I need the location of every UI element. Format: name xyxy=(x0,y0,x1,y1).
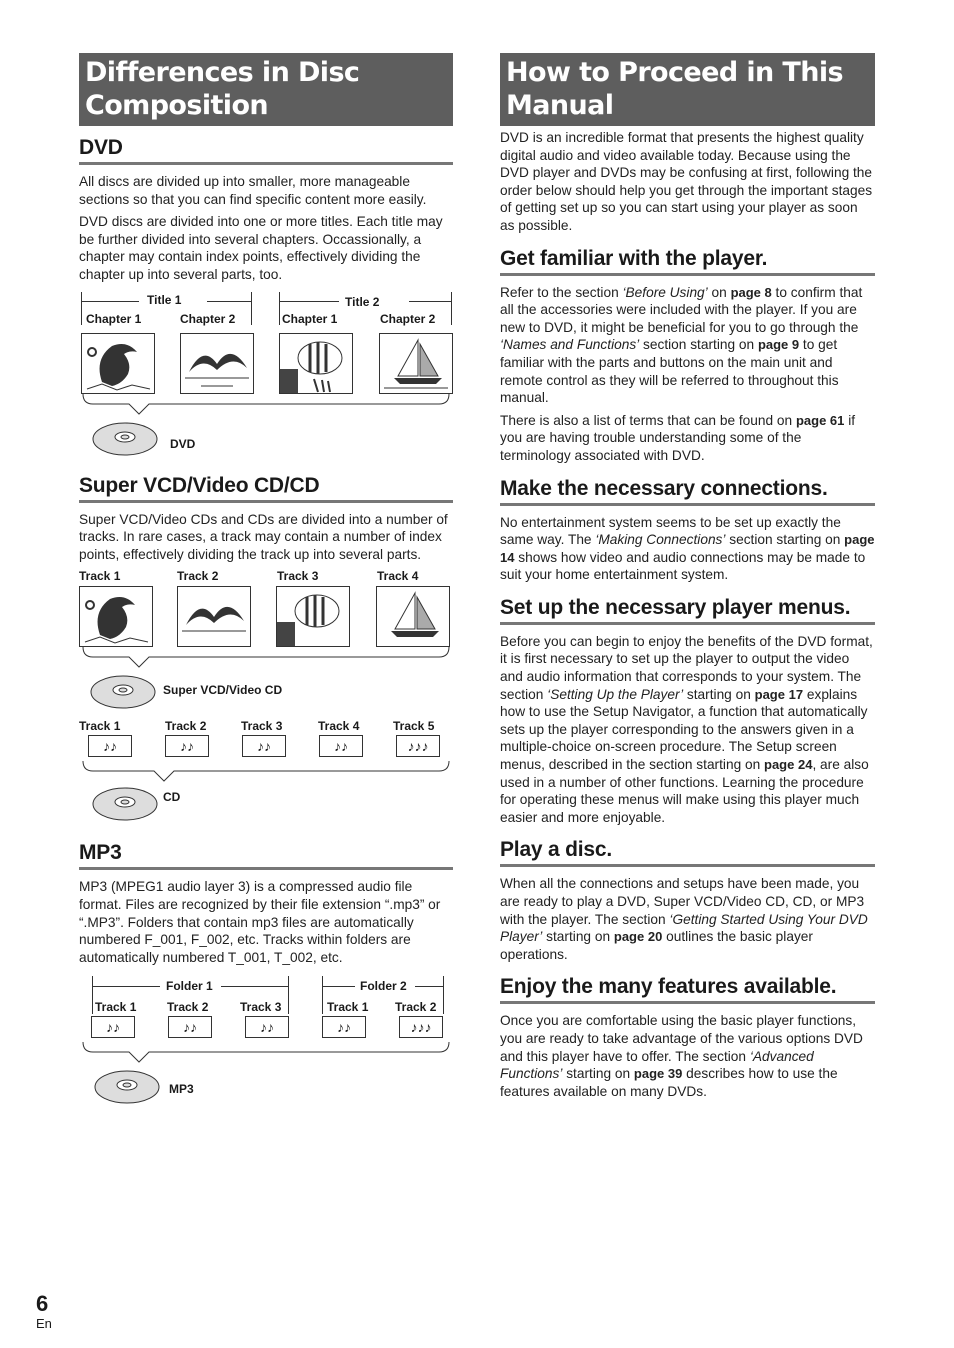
dvd-disc-icon xyxy=(91,420,159,458)
track-label: Track 4 xyxy=(377,569,419,584)
track-label: Track 2 xyxy=(395,1000,437,1015)
title-label: Title 2 xyxy=(345,294,380,309)
intro-paragraph: DVD is an incredible format that presents the highest quality digital audio and video available today. Because using the DVD player and DVDs may be confusing at first, following the order below should help you get through the important stages of getting set up so you can start using your player as soon as possible. xyxy=(500,130,873,233)
track-label: Track 2 xyxy=(167,1000,209,1015)
dolphin-image xyxy=(79,586,153,647)
track-label: Track 3 xyxy=(241,719,283,734)
track-label: Track 1 xyxy=(79,719,121,734)
banner-line: Manual xyxy=(506,90,614,121)
dvd-heading: DVD xyxy=(79,136,453,165)
bracket-line xyxy=(81,292,82,325)
group-bracket xyxy=(79,392,453,422)
note-icon: ♪♪ xyxy=(88,735,132,757)
disc-label: CD xyxy=(163,790,181,805)
banner-line: How to Proceed in This xyxy=(506,57,843,88)
section-heading: Make the necessary connections. xyxy=(500,477,875,506)
track-label: Track 2 xyxy=(177,569,219,584)
bracket-line xyxy=(415,986,443,987)
track-label: Track 3 xyxy=(277,569,319,584)
track-label: Track 5 xyxy=(393,719,435,734)
section-paragraph: Refer to the section ‘Before Using’ on page 8 to confirm that all the accessories were included with the player. If you are new to DVD, it might be beneficial for you to go through the ‘Names and Functions’ section starting on page 9 to get familiar with the parts and buttons on the main unit and remote control as they will be referred to throughout this manual. xyxy=(500,284,863,406)
page-language: En xyxy=(36,1316,52,1331)
bracket-line xyxy=(92,976,93,1014)
note-icon: ♪♪ xyxy=(319,735,363,757)
track-label: Track 1 xyxy=(79,569,121,584)
track-label: Track 2 xyxy=(165,719,207,734)
note-icon: ♪♪♪ xyxy=(399,1016,443,1038)
bracket-line xyxy=(443,976,444,1014)
bracket-line xyxy=(279,292,280,325)
cd-diagram xyxy=(79,719,453,837)
section-paragraph: No entertainment system seems to be set up exactly the same way. The ‘Making Connections’ section starting on page 14 shows how video and audio connections may be made to suit your home entertainment system. xyxy=(500,514,875,583)
section-heading: Get familiar with the player. xyxy=(500,247,875,276)
bracket-line xyxy=(322,986,355,987)
bracket-line xyxy=(207,301,251,302)
bracket-line xyxy=(322,976,323,1014)
vcd-heading: Super VCD/Video CD/CD xyxy=(79,474,453,503)
mp3-disc-icon xyxy=(93,1068,161,1106)
note-icon: ♪♪ xyxy=(168,1016,212,1038)
sailboat-image xyxy=(379,333,453,394)
sailboat-image xyxy=(376,586,450,647)
seagull-image xyxy=(180,333,254,394)
disc-label: DVD xyxy=(170,436,196,451)
bracket-line xyxy=(81,301,139,302)
banner-line: Differences in Disc xyxy=(85,57,360,88)
note-icon: ♪♪ xyxy=(242,735,286,757)
folder-label: Folder 1 xyxy=(166,979,213,994)
bracket-line xyxy=(92,986,160,987)
track-label: Track 1 xyxy=(327,1000,369,1015)
section-heading: Play a disc. xyxy=(500,838,875,867)
chapter-label: Chapter 2 xyxy=(380,311,436,326)
right-column xyxy=(500,53,875,1105)
cd-disc-icon xyxy=(91,785,159,823)
dolphin-image xyxy=(81,333,155,394)
right-banner xyxy=(500,53,875,126)
fish-image xyxy=(276,586,350,647)
bracket-line xyxy=(221,986,288,987)
bracket-line xyxy=(251,292,252,325)
dvd-paragraph: All discs are divided up into smaller, more manageable sections so that you can find specific content more easily. xyxy=(79,174,427,207)
bracket-line xyxy=(409,301,451,302)
group-bracket xyxy=(79,1040,453,1070)
dvd-paragraph: DVD discs are divided into one or more titles. Each title may be further divided into several chapters. Occassionally, a chapter may contain index points, effectively dividing the chapter up into several parts, too. xyxy=(79,214,443,282)
left-banner xyxy=(79,53,453,126)
fish-image xyxy=(279,333,353,394)
banner-line: Composition xyxy=(85,90,269,121)
note-icon: ♪♪ xyxy=(245,1016,289,1038)
track-label: Track 1 xyxy=(95,1000,137,1015)
bracket-line xyxy=(279,301,339,302)
bracket-line xyxy=(288,976,289,1014)
section-heading: Set up the necessary player menus. xyxy=(500,596,875,625)
vcd-paragraph: Super VCD/Video CDs and CDs are divided into a number of tracks. In rare cases, a track may contain a number of index points, effectively dividing the track up into several parts. xyxy=(79,511,448,562)
bracket-line xyxy=(451,292,452,325)
seagull-image xyxy=(177,586,251,647)
note-icon: ♪♪ xyxy=(322,1016,366,1038)
track-label: Track 4 xyxy=(318,719,360,734)
chapter-label: Chapter 2 xyxy=(180,311,236,326)
section-paragraph: Once you are comfortable using the basic player functions, you are ready to take advantage of the various options DVD and this player have to offer. The section ‘Advanced Functions’ starting on page 39 describes how to use the features available on many DVDs. xyxy=(500,1013,863,1099)
section-paragraph: When all the connections and setups have been made, you are ready to play a DVD, Super VCD/Video CD, CD, or MP3 with the player. The section ‘Getting Started Using Your DVD Player’ starting on page 20 outlines the basic player operations. xyxy=(500,876,868,962)
left-column xyxy=(79,53,453,1116)
disc-label: Super VCD/Video CD xyxy=(163,683,283,698)
title-label: Title 1 xyxy=(147,292,182,307)
dvd-diagram xyxy=(79,292,453,464)
chapter-label: Chapter 1 xyxy=(86,311,142,326)
note-icon: ♪♪ xyxy=(165,735,209,757)
vcd-diagram xyxy=(79,569,453,719)
section-paragraph: Before you can begin to enjoy the benefits of the DVD format, it is first necessary to set up the player to output the video and audio information that corresponds to your system. The section ‘Setting Up the Player’ starting on page 17 explains how to use the Setup Navigator, a function that automatically sets up the player corresponding to the answers given in a multiple-choice on-screen procedure. The Setup screen menus, described in the section starting on page 24, are also used in a number of other functions. Learning the procedure for operating these menus will make using this player much easier and more enjoyable. xyxy=(500,633,873,825)
section-heading: Enjoy the many features available. xyxy=(500,975,875,1004)
mp3-diagram xyxy=(79,976,453,1116)
chapter-label: Chapter 1 xyxy=(282,311,338,326)
mp3-paragraph: MP3 (MPEG1 audio layer 3) is a compressed audio file format. Files are recognized by their file extension “.mp3” or “.MP3”. Folders that contain mp3 files are automatically numbered F_001, F_002, etc. Tracks within folders are automatically numbered T_001, T_002, etc. xyxy=(79,879,441,965)
note-icon: ♪♪ xyxy=(91,1016,135,1038)
group-bracket xyxy=(79,645,453,675)
vcd-disc-icon xyxy=(89,673,157,711)
disc-label: MP3 xyxy=(169,1082,194,1097)
section-paragraph: There is also a list of terms that can be found on page 61 if you are having trouble understanding some of the terminology associated with DVD. xyxy=(500,412,856,463)
page-number: 6 xyxy=(36,1291,49,1316)
note-icon: ♪♪♪ xyxy=(396,735,440,757)
track-label: Track 3 xyxy=(240,1000,282,1015)
folder-label: Folder 2 xyxy=(360,979,407,994)
mp3-heading: MP3 xyxy=(79,841,453,870)
